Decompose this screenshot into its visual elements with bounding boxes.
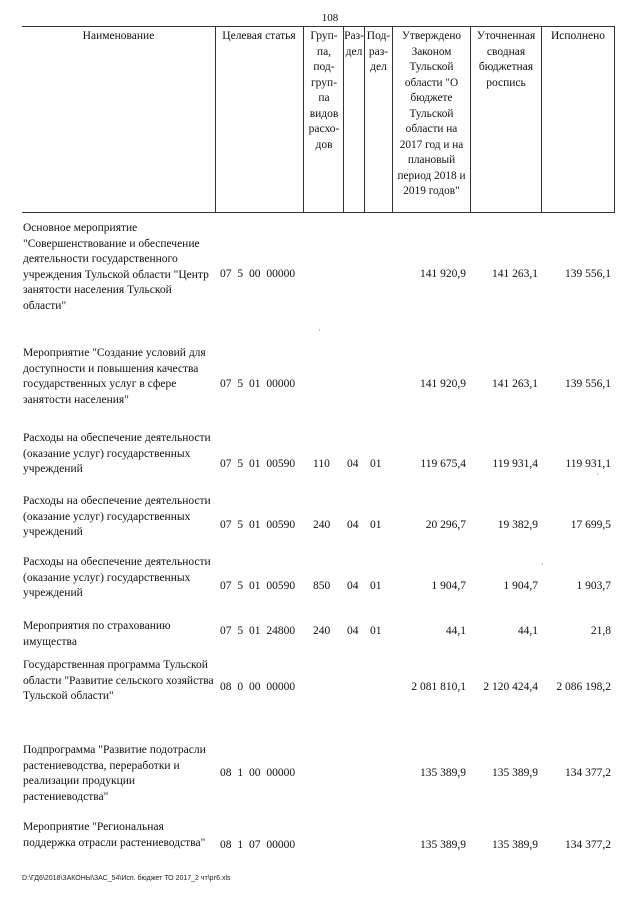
row-refined: 44,1 (517, 625, 538, 637)
row-approved: 141 920,9 (420, 378, 466, 390)
header-target: Целевая статья (222, 30, 296, 42)
row-target: 07 5 01 00590 (220, 458, 296, 470)
row-target: 07 5 00 00000 (220, 268, 296, 280)
row-refined: 1 904,7 (503, 580, 538, 592)
row-executed: 139 556,1 (565, 268, 611, 280)
row-approved: 135 389,9 (420, 767, 466, 779)
row-name: Мероприятие "Создание условий для доступности и повышения качества государственных услуг в сфере занятости населения" (23, 347, 206, 406)
header-group: Груп-па, под-груп-па видов расхо-дов (308, 30, 340, 151)
row-target: 07 5 01 24800 (220, 625, 296, 637)
row-approved: 1 904,7 (431, 580, 466, 592)
row-group: 850 (313, 580, 331, 592)
footer-file-path: D:\ГД6\2018\ЗАКОНЫ\ЗАС_54\Исп. бюджет ТО 2017_2 чт\рг6.xls (22, 875, 231, 882)
scan-speck: · (318, 326, 321, 335)
row-executed: 119 931,1 (565, 458, 611, 470)
row-name: Расходы на обеспечение деятельности (оказание услуг) государственных учреждений (23, 432, 211, 475)
row-approved: 119 675,4 (420, 458, 466, 470)
row-executed: 134 377,2 (565, 767, 611, 779)
row-name: Мероприятие "Региональная поддержка отрасли растениеводства" (23, 821, 206, 849)
row-section: 04 (347, 625, 359, 637)
row-refined: 19 382,9 (497, 519, 538, 531)
col-divider (215, 26, 216, 213)
row-target: 08 1 07 00000 (220, 839, 296, 851)
col-divider (392, 26, 393, 213)
row-refined: 135 389,9 (492, 839, 538, 851)
row-refined: 135 389,9 (492, 767, 538, 779)
row-target: 07 5 01 00000 (220, 378, 296, 390)
header-name: Наименование (82, 30, 155, 42)
header-bottom-border (22, 212, 614, 213)
row-target: 08 1 00 00000 (220, 767, 296, 779)
row-subsection: 01 (370, 458, 382, 470)
row-approved: 2 081 810,1 (411, 681, 466, 693)
col-divider (541, 26, 542, 213)
row-executed: 21,8 (590, 625, 611, 637)
header-subsection: Под-раз-дел (366, 30, 391, 73)
header-approved: Утверждено Законом Тульской области "О бюджете Тульской области на 2017 год и на плановый период 2018 и 2019 годов" (397, 30, 466, 197)
row-approved: 44,1 (445, 625, 466, 637)
row-group: 240 (313, 625, 331, 637)
row-subsection: 01 (370, 519, 382, 531)
scan-speck: · (596, 470, 599, 479)
row-section: 04 (347, 580, 359, 592)
row-executed: 1 903,7 (576, 580, 611, 592)
row-group: 240 (313, 519, 331, 531)
row-name: Расходы на обеспечение деятельности (оказание услуг) государственных учреждений (23, 556, 211, 599)
header-top-border (22, 26, 614, 27)
row-refined: 119 931,4 (492, 458, 538, 470)
row-name: Расходы на обеспечение деятельности (оказание услуг) государственных учреждений (23, 495, 211, 538)
row-refined: 141 263,1 (492, 378, 538, 390)
row-executed: 2 086 198,2 (556, 681, 611, 693)
row-group: 110 (313, 458, 330, 470)
col-divider (303, 26, 304, 213)
row-name: Основное мероприятие "Совершенствование и обеспечение деятельности государственного учреждения Тульской области "Центр занятости населения Тульской области" (23, 222, 209, 312)
row-section: 04 (347, 519, 359, 531)
header-refined: Уточненная сводная бюджетная роспись (476, 30, 536, 89)
row-refined: 141 263,1 (492, 268, 538, 280)
row-approved: 20 296,7 (425, 519, 466, 531)
row-target: 07 5 01 00590 (220, 580, 296, 592)
row-executed: 139 556,1 (565, 378, 611, 390)
row-name: Подпрограмма "Развитие подотрасли растениеводства, переработки и реализации продукции растениеводства" (23, 744, 206, 803)
row-name: Государственная программа Тульской области "Развитие сельского хозяйства Тульской области" (23, 659, 214, 702)
col-divider (470, 26, 471, 213)
row-target: 07 5 01 00590 (220, 519, 296, 531)
row-refined: 2 120 424,4 (483, 681, 538, 693)
header-section: Раз-дел (344, 30, 364, 58)
row-subsection: 01 (370, 580, 382, 592)
col-divider (614, 26, 615, 213)
row-subsection: 01 (370, 625, 382, 637)
scan-speck: · (541, 560, 544, 569)
page-number: 108 (321, 12, 339, 24)
row-target: 08 0 00 00000 (220, 681, 296, 693)
row-executed: 17 699,5 (570, 519, 611, 531)
row-name: Мероприятия по страхованию имущества (23, 620, 171, 648)
row-approved: 135 389,9 (420, 839, 466, 851)
row-section: 04 (347, 458, 359, 470)
header-executed: Исполнено (550, 30, 606, 42)
row-executed: 134 377,2 (565, 839, 611, 851)
row-approved: 141 920,9 (420, 268, 466, 280)
